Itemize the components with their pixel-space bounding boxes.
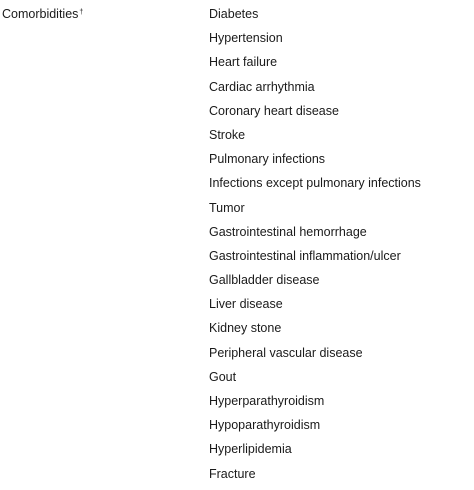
- list-item: Stroke: [209, 127, 246, 142]
- list-item: Gastrointestinal inflammation/ulcer: [209, 248, 401, 263]
- list-item: Diabetes: [209, 7, 259, 21]
- row-label-text: Comorbidities: [2, 7, 79, 21]
- list-item: Gout: [209, 369, 237, 384]
- footnote-marker: †: [79, 9, 84, 16]
- list-item: Pulmonary infections: [209, 152, 326, 167]
- list-item: Hyperlipidemia: [209, 442, 292, 457]
- list-item: Fracture: [209, 466, 256, 481]
- list-item: Gastrointestinal hemorrhage: [209, 224, 367, 239]
- list-item: Heart failure: [209, 55, 278, 70]
- row-label-comorbidities: [2, 6, 83, 22]
- list-item: Kidney stone: [209, 321, 282, 336]
- list-item: Liver disease: [209, 297, 283, 312]
- list-item: Cardiac arrhythmia: [209, 79, 315, 94]
- list-item: Gallbladder disease: [209, 273, 320, 288]
- list-item: Hyperparathyroidism: [209, 394, 325, 408]
- list-item: Coronary heart disease: [209, 103, 339, 118]
- list-item: Infections except pulmonary infections: [209, 176, 421, 191]
- list-item: Hypertension: [209, 31, 283, 46]
- list-item: Hypoparathyroidism: [209, 418, 321, 433]
- list-item: Peripheral vascular disease: [209, 345, 363, 360]
- comorbidity-list: [209, 6, 421, 490]
- list-item: Tumor: [209, 200, 245, 215]
